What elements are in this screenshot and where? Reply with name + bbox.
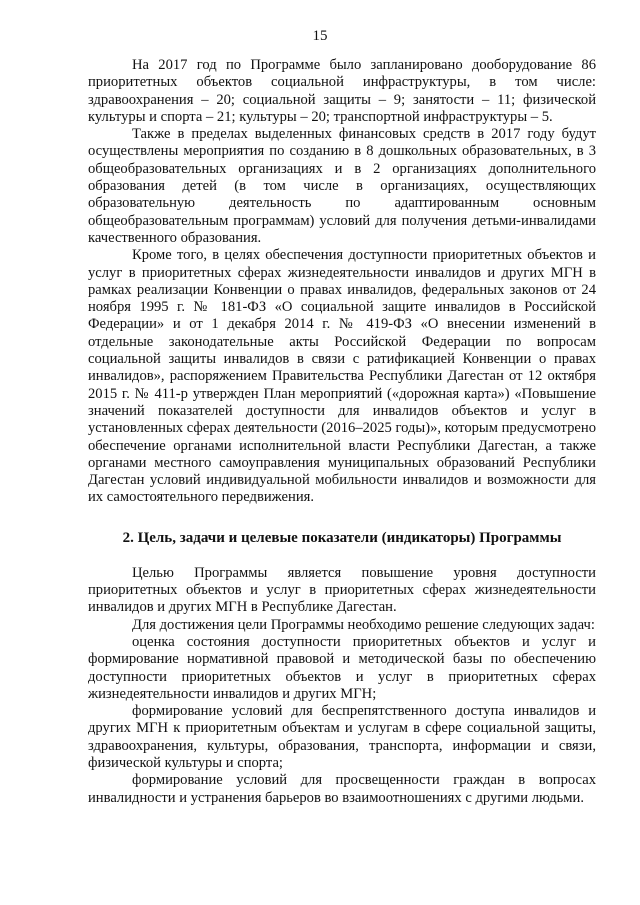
section-heading: 2. Цель, задачи и целевые показатели (индикаторы) Программы	[122, 529, 562, 546]
paragraph-education-measures: Также в пределах выделенных финансовых средств в 2017 году будут осуществлены мероприятия по созданию в 8 дошкольных образовательных, в 3 общеобразовательных организациях и в 2 организациях дополнительного образования детей (в том числе в организациях, осуществляющих образовательную деятельность по адаптированным основным общеобразовательным программам) условий для получения детьми-инвалидами качественного образования.	[88, 126, 596, 246]
paragraph-task-assessment: оценка состояния доступности приоритетных объектов и услуг и формирование нормативной правовой и методической базы по обеспечению доступности приоритетных объектов и услуг в приоритетных сферах жизнедеятельности инвалидов и других МГН;	[88, 633, 596, 702]
paragraph-equipment-plan: На 2017 год по Программе было запланировано дооборудование 86 приоритетных объектов социальной инфраструктуры, в том числе: здравоохранения – 20; социальной защиты – 9; занятости – 11; физической культуры и спорта – 21; культуры – 20; транспортной инфраструктуры – 5.	[88, 57, 596, 125]
paragraph-roadmap: Кроме того, в целях обеспечения доступности приоритетных объектов и услуг в приоритетных сферах жизнедеятельности инвалидов и других МГН в рамках реализации Конвенции о правах инвалидов, федеральных законов от 24 ноября 1995 г. № 181-ФЗ «О социальной защите инвалидов в Российской Федерации» и от 1 декабря 2014 г. № 419-ФЗ «О внесении изменений в отдельные законодательные акты Российской Федерации по вопросам социальной защиты инвалидов в связи с ратификацией Конвенции о правах инвалидов», распоряжением Правительства Республики Дагестан от 12 октября 2015 г. № 411-р утвержден План мероприятий («дорожная карта») «Повышение значений показателей доступности для инвалидов объектов и услуг в установленных сферах деятельности (2016–2025 годы)», которым предусмотрено обеспечение органами исполнительной власти Республики Дагестан, а также органами местного самоуправления муниципальных образований Республики Дагестан условий индивидуальной мобильности инвалидов и возможности для их самостоятельного передвижения.	[88, 247, 596, 506]
paragraph-task-access: формирование условий для беспрепятственного доступа инвалидов и других МГН к приоритетным объектам и услугам в сфере социальной защиты, здравоохранения, культуры, образования, транспорта, информации и связи, физической культуры и спорта;	[88, 703, 596, 771]
page-number: 15	[312, 28, 328, 44]
paragraph-program-goal: Целью Программы является повышение уровня доступности приоритетных объектов и услуг в приоритетных сферах жизнедеятельности инвалидов и других МГН в Республике Дагестан.	[88, 564, 596, 616]
paragraph-tasks-intro: Для достижения цели Программы необходимо решение следующих задач:	[132, 616, 595, 633]
document-body	[88, 57, 596, 807]
paragraph-task-awareness: формирование условий для просвещенности граждан в вопросах инвалидности и устранения барьеров во взаимоотношениях с другими людьми.	[88, 772, 596, 806]
